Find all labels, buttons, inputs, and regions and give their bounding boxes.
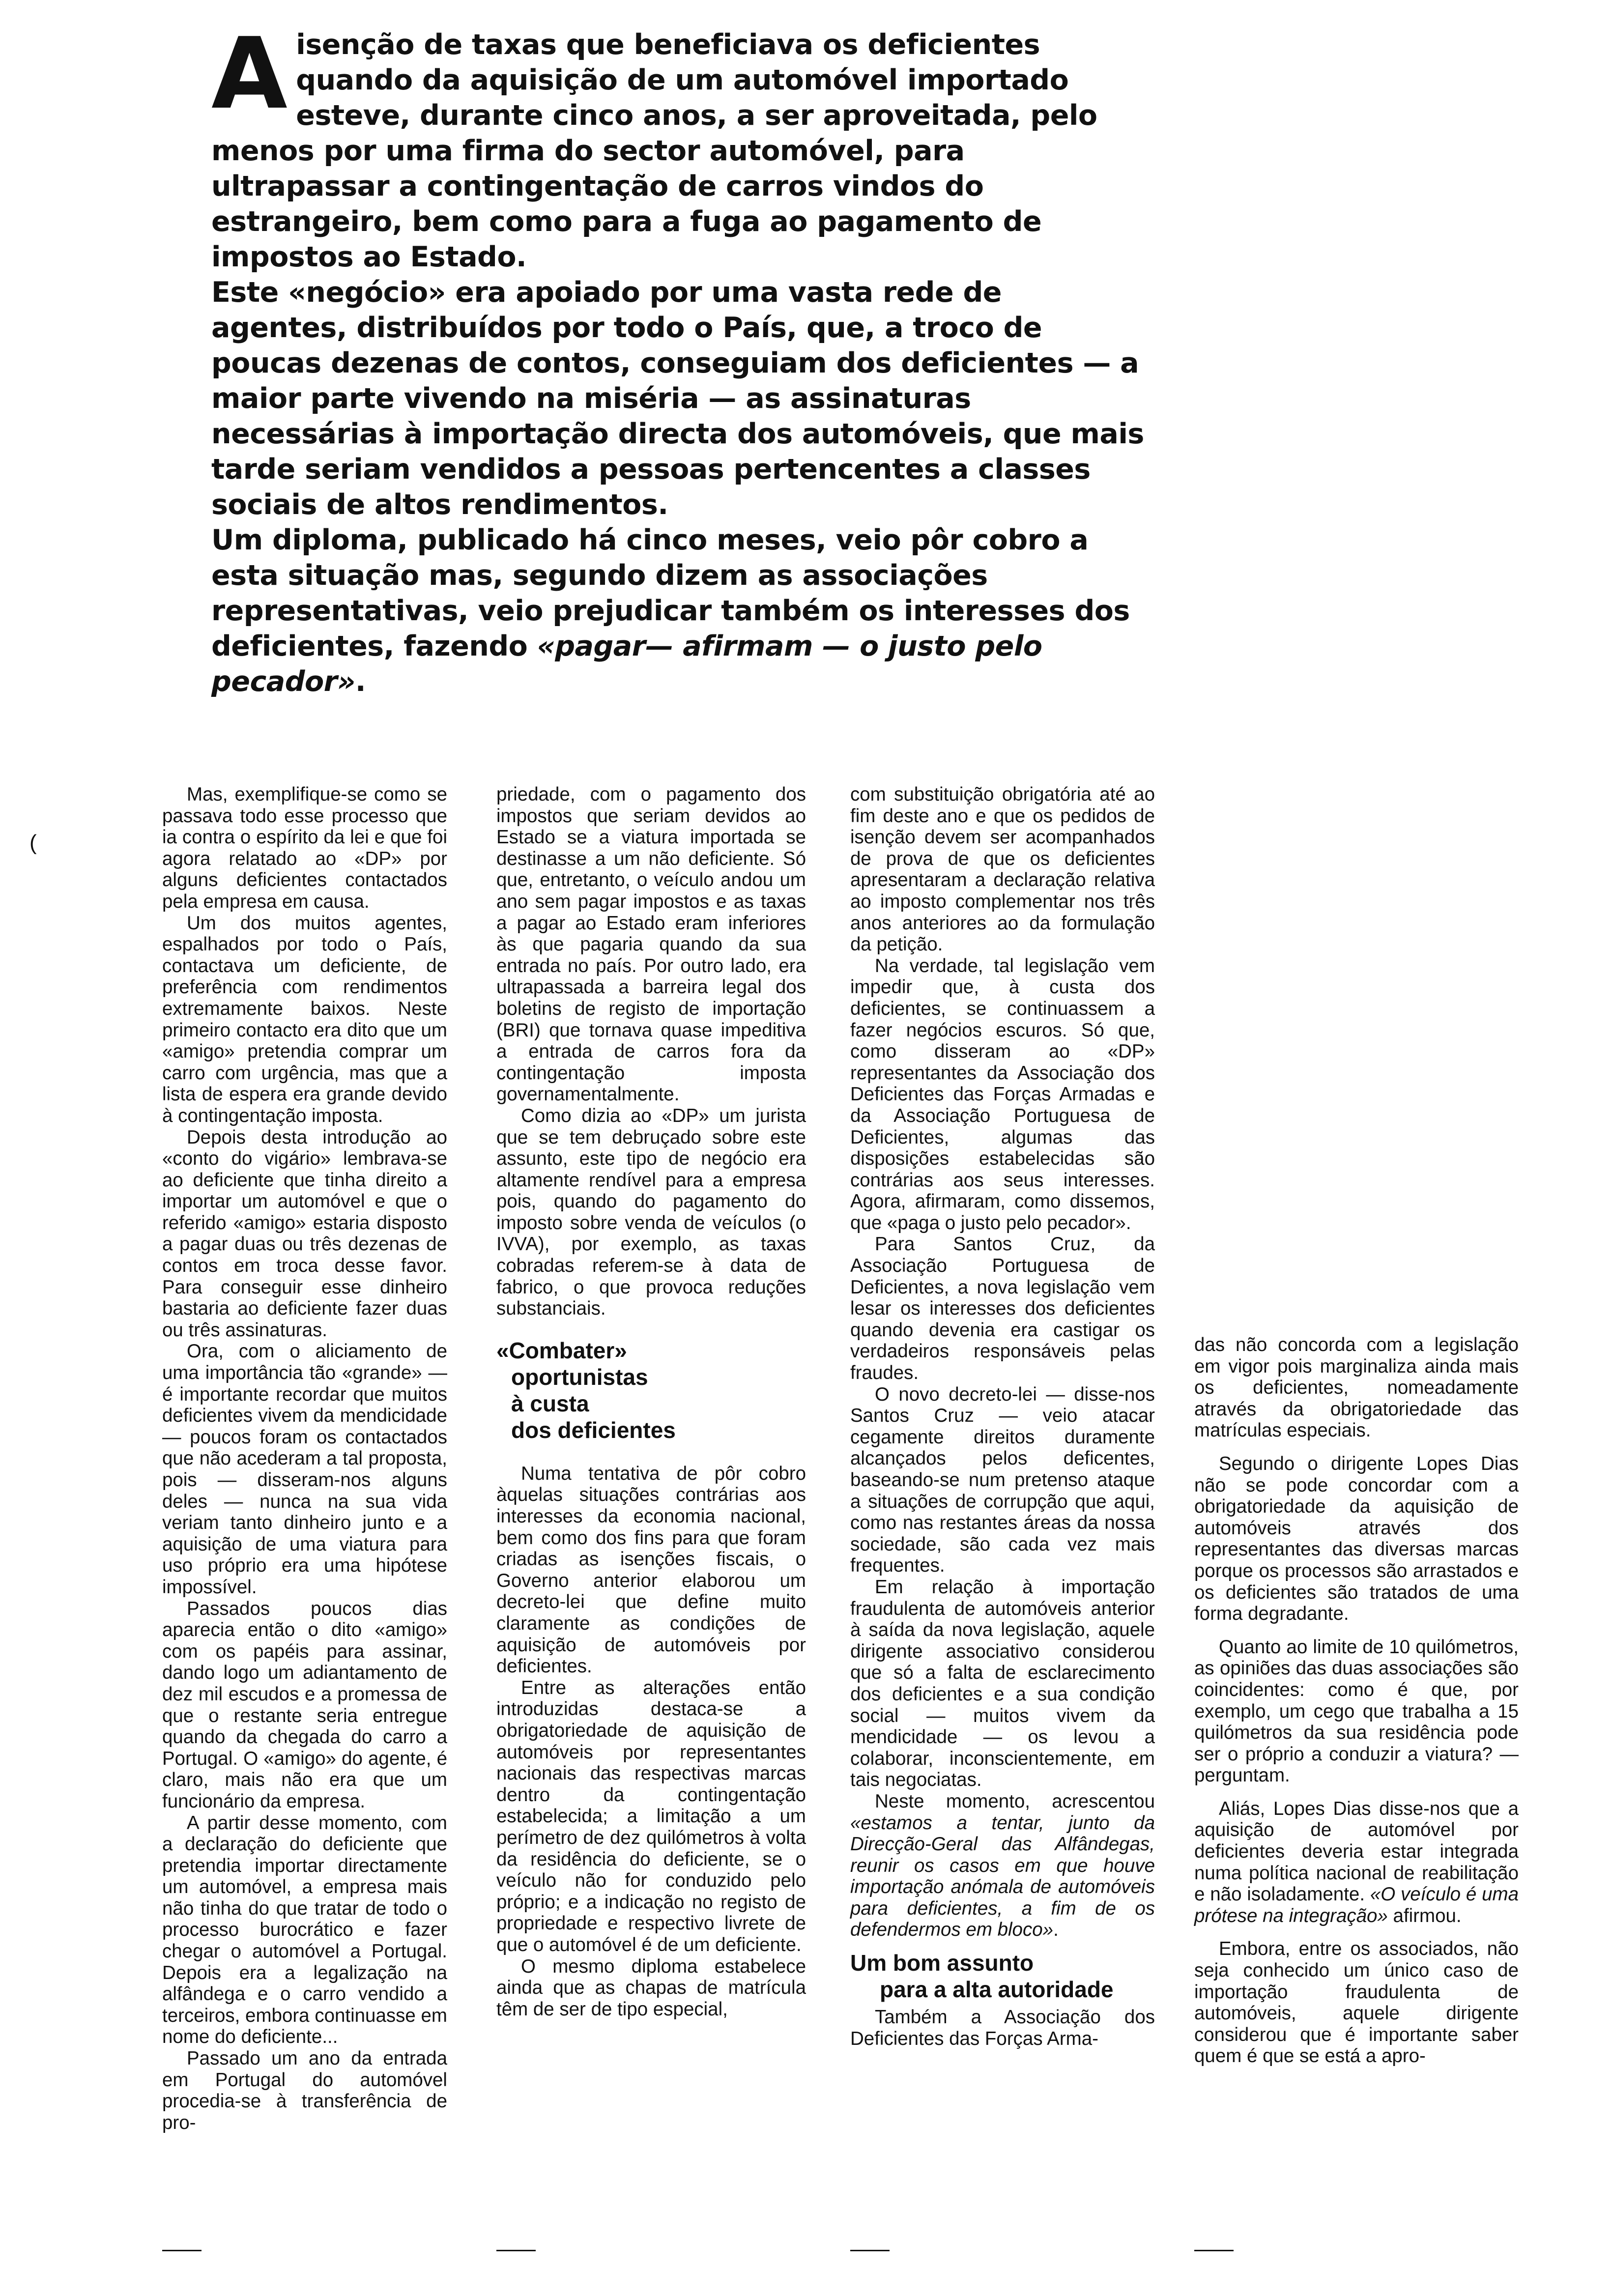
subheading-combater: «Combater» oportunistas à custa dos deficientes [496, 1337, 676, 1443]
margin-mark: ( [29, 831, 37, 855]
paragraph: Entre as alterações então introduzidas destaca-se a obrigatoriedade de aquisição de automóveis por representantes nacionais das respectivas marcas dentro da contingentação estabelecida; a limitação a um perímetro de dez quilómetros à volta da residência do deficiente, se o veículo não for conduzido pelo próprio; e a indicação no registo de propriedade e respectivo livrete de que o automóvel é de um deficiente. [496, 1677, 806, 1955]
paragraph: Na verdade, tal legislação vem impedir que, à custa dos deficientes, se continuassem a fazer negócios escuros. Só que, como disseram ao «DP» representantes da Associação dos Deficientes das Forças Armadas e da Associação Portuguesa de Deficientes, algumas das disposições estabelecidas são contrárias aos seus interesses. Agora, afirmaram, como dissemos, que «paga o justo pelo pecador». [850, 955, 1155, 1234]
column-4 [1194, 1334, 1519, 2067]
paragraph: Também a Associação dos Deficientes das Forças Arma- [850, 2007, 1155, 2049]
paragraph: A partir desse momento, com a declaração do deficiente que pretendia importar directamente um automóvel, a empresa mais não tinha do que tratar de todo o processo burocrático e fazer chegar o automóvel a Portugal. Depois era a legalização na alfândega e o carro vendido a terceiros, embora continuasse em nome do deficiente... [162, 1812, 447, 2048]
paragraph: com substituição obrigatória até ao fim deste ano e que os pedidos de isenção devem ser acompanhados de prova de que os deficientes apresentaram a declaração relativa ao imposto complementar nos três anos anteriores ao da formulação da petição. [850, 784, 1155, 955]
footer-rule [1194, 2250, 1234, 2251]
paragraph: Embora, entre os associados, não seja conhecido um único caso de importação fraudulenta de automóveis, aquele dirigente considerou que é importante saber quem é que se está a apro- [1194, 1938, 1519, 2067]
footer-rule [850, 2250, 890, 2251]
paragraph: Quanto ao limite de 10 quilómetros, as opiniões das duas associações são coincidentes: como é que, por exemplo, um cego que trabalha a 15 quilómetros da sua residência pode ser o próprio a conduzir a viatura? — perguntam. [1194, 1636, 1519, 1786]
footer-rule [496, 2250, 536, 2251]
subheading-bom-assunto: Um bom assunto para a alta autoridade [850, 1950, 1114, 2003]
paragraph: priedade, com o pagamento dos impostos que seriam devidos ao Estado se a viatura importada se destinasse a um não deficiente. Só que, entretanto, o veículo andou um ano sem pagar impostos e as taxas a pagar ao Estado eram inferiores às que pagaria quando da sua entrada no país. Por outro lado, era ultrapassada a barreira legal dos boletins de registo de importação (BRI) que tornava quase impeditiva a entrada de carros fora da contingentação imposta governamentalmente. [496, 784, 806, 1105]
drop-cap: A [211, 17, 288, 131]
paragraph: Depois desta introdução ao «conto do vigário» lembrava-se ao deficiente que tinha direito a importar um automóvel e que o referido «amigo» estaria disposto a pagar duas ou três dezenas de contos em troca desse favor. Para conseguir esse dinheiro bastaria ao deficiente fazer duas ou três assinaturas. [162, 1126, 447, 1341]
paragraph: Ora, com o aliciamento de uma importância tão «grande» — é importante recordar que muitos deficientes vivem da mendicidade — poucos foram os contactados que não acederam a tal proposta, pois — disseram-nos alguns deles — nunca na sua vida veriam tanto dinheiro junto e a aquisição de uma viatura para uso próprio era uma hipótese impossível. [162, 1341, 447, 1598]
paragraph: Como dizia ao «DP» um jurista que se tem debruçado sobre este assunto, este tipo de negócio era altamente rendível para a empresa pois, quando do pagamento do imposto sobre venda de veículos (o IVVA), por exemplo, as taxas cobradas referem-se à data de fabrico, o que provoca reduções substanciais. [496, 1105, 806, 1320]
paragraph: Passado um ano da entrada em Portugal do automóvel procedia-se à transferência de pro- [162, 2048, 447, 2133]
paragraph: Aliás, Lopes Dias disse-nos que a aquisição de automóvel por deficientes deveria estar integrada numa política nacional de reabilitação e não isoladamente. «O veículo é uma prótese na integração» afirmou. [1194, 1798, 1519, 1926]
paragraph: Neste momento, acrescentou «estamos a tentar, junto da Direcção-Geral das Alfândegas, reunir os casos em que houve importação anómala de automóveis para deficientes, a fim de os defendermos em bloco». [850, 1790, 1155, 1941]
paragraph: Passados poucos dias aparecia então o dito «amigo» com os papéis para assinar, dando logo um adiantamento de dez mil escudos e a promessa de que o restante seria entregue quando da chegada do carro a Portugal. O «amigo» do agente, é claro, mais não era que um funcionário da empresa. [162, 1598, 447, 1812]
paragraph: Numa tentativa de pôr cobro àquelas situações contrárias aos interesses da economia nacional, bem como dos fins para que foram criadas as isenções fiscais, o Governo anterior elaborou um decreto-lei que define muito claramente as condições de aquisição de automóveis por deficientes. [496, 1463, 806, 1677]
paragraph: Um dos muitos agentes, espalhados por todo o País, contactava um deficiente, de preferência com rendimentos extremamente baixos. Neste primeiro contacto era dito que um «amigo» pretendia comprar um carro com urgência, mas que a lista de espera era grande devido à contingentação imposta. [162, 912, 447, 1126]
paragraph: O mesmo diploma estabelece ainda que as chapas de matrícula têm de ser de tipo especial, [496, 1955, 806, 2020]
paragraph: Para Santos Cruz, da Associação Portuguesa de Deficientes, a nova legislação vem lesar os interesses dos deficientes quando devenia era castigar os verdadeiros responsáveis pelas fraudes. [850, 1234, 1155, 1384]
lead-paragraphs [211, 17, 1145, 699]
paragraph: O novo decreto-lei — disse-nos Santos Cruz — veio atacar cegamente direitos duramente alcançados pelos deficentes, baseando-se num pretenso ataque a situações de corrupção que aqui, como nas restantes áreas da nossa sociedade, são cada vez mais frequentes. [850, 1383, 1155, 1577]
paragraph: Segundo o dirigente Lopes Dias não se pode concordar com a obrigatoriedade da aquisição de automóveis através dos representantes das diversas marcas porque os processos são arrastados e os deficientes são tratados de uma forma degradante. [1194, 1453, 1519, 1625]
column-1 [162, 784, 447, 2133]
paragraph: Mas, exemplifique-se como se passava todo esse processo que ia contra o espírito da lei e que foi agora relatado ao «DP» por alguns deficientes contactados pela empresa em causa. [162, 784, 447, 912]
paragraph: das não concorda com a legislação em vigor pois marginaliza ainda mais os deficientes, nomeadamente através da obrigatoriedade das matrículas especiais. [1194, 1334, 1519, 1441]
lead-paragraph-1: Aisenção de taxas que beneficiava os deficientes quando da aquisição de um automóvel importado esteve, durante cinco anos, a ser aproveitada, pelo menos por uma firma do sector automóvel, para ultrapassar a contingentação de carros vindos do estrangeiro, bem como para a fuga ao pagamento de impostos ao Estado. [211, 17, 1097, 273]
footer-rule [162, 2250, 202, 2251]
column-3 [850, 784, 1155, 2049]
lead-paragraph-2: Este «negócio» era apoiado por uma vasta rede de agentes, distribuídos por todo o País, que, a troco de poucas dezenas de contos, conseguiam dos deficientes — a maior parte vivendo na miséria — as assinaturas necessárias à importação directa dos automóveis, que mais tarde seriam vendidos a pessoas pertencentes a classes sociais de altos rendimentos. [211, 276, 1144, 521]
column-2 [496, 784, 806, 2020]
lead-paragraph-3: Um diploma, publicado há cinco meses, veio pôr cobro a esta situação mas, segundo dizem as associações representativas, veio prejudicar também os interesses dos deficientes, fazendo «pagar— afirmam — o justo pelo pecador». [211, 524, 1130, 698]
paragraph: Em relação à importação fraudulenta de automóveis anterior à saída da nova legislação, aquele dirigente associativo considerou que só a falta de esclarecimento dos deficientes e a sua condição social — muitos vivem da mendicidade — os levou a colaborar, inconscientemente, em tais negociatas. [850, 1576, 1155, 1791]
